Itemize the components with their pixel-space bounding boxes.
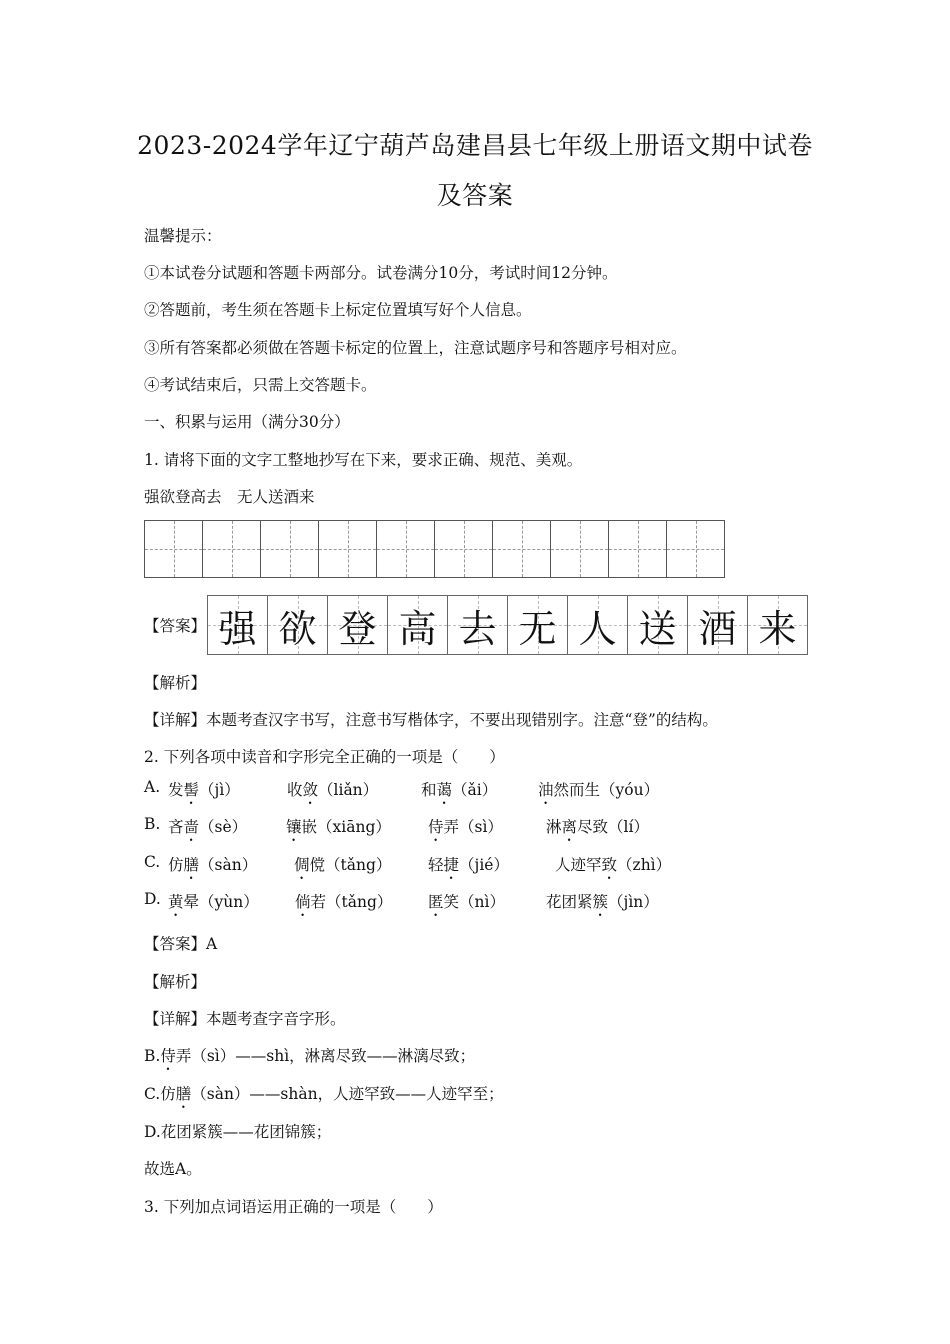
writing-cell [609,520,667,578]
answer-cell [508,595,568,655]
answer-cell [328,595,388,655]
q1-detail: 【详解】本题考查汉字书写，注意书写楷体字，不要出现错别字。注意“登”的结构。 [144,711,718,729]
answer-char: 酒 [698,606,737,651]
text-post: 傥（tǎng） [309,856,392,874]
text-dot: 油 [538,781,554,799]
option-item [168,890,259,920]
text-dot: 侍 [428,818,444,836]
answer-cell [208,595,268,655]
writing-grid [144,520,725,578]
q1-analysis-label: 【解析】 [144,674,207,692]
answer-char: 高 [398,606,437,651]
option-item [168,815,247,845]
text-dot: 膳 [175,1085,192,1103]
analysis-note [144,1121,331,1143]
text-dot: 膳 [183,856,200,874]
text-post: 嵌（xiāng） [301,818,391,836]
q1-stem: 1. 请将下面的文字工整地抄写在下来，要求正确、规范、美观。 [144,451,583,469]
text-pre: 淋 [546,818,562,836]
q1-text: 强欲登高去 无人送酒来 [144,488,315,506]
option-label: C. [144,853,161,871]
q2-analysis-label: 【解析】 [144,973,207,991]
text-post: （sàn）——shàn，人迹罕致——人迹罕至； [191,1085,504,1103]
option-item [428,853,509,883]
text-pre: C.仿 [144,1085,176,1103]
option-item [295,890,392,920]
answer-cell [748,595,808,655]
section-heading: 一、积累与运用（满分30分） [144,413,350,431]
option-item [287,778,378,808]
answer-grid [207,595,808,655]
text-dot: 离 [561,818,578,836]
tip-item-2: ②答题前，考生须在答题卡上标定位置填写好个人信息。 [144,301,532,319]
text-pre: 轻 [428,856,444,874]
text-dot: 簇 [592,893,609,911]
text-pre: 发 [168,781,184,799]
text-pre: 花团紧 [546,893,593,911]
text-dot: 侍 [160,1047,176,1065]
option-item [421,778,497,808]
option-item [428,890,505,920]
text-pre: 收 [287,781,303,799]
answer-cell [688,595,748,655]
tip-item-3: ③所有答案都必须做在答题卡标定的位置上，注意试题序号和答题序号相对应。 [144,339,687,357]
text-dot: 黄 [168,893,184,911]
tip-item-1: ①本试卷分试题和答题卡两部分。试卷满分10分，考试时间12分钟。 [144,264,618,282]
writing-cell [203,520,261,578]
analysis-note [144,1083,504,1112]
text-post: （zhì） [617,856,672,874]
option-item [294,853,391,883]
text-post: D.花团紧簇——花团锦簇； [144,1123,332,1141]
text-dot: 倘 [295,893,311,911]
answer-cell [568,595,628,655]
text-dot: 匿 [428,893,444,911]
writing-cell [319,520,377,578]
option-item [428,815,503,845]
option-label: D. [144,890,161,908]
analysis-note [144,1045,475,1074]
answer-cell [388,595,448,655]
text-post: （jìn） [608,893,659,911]
answer-char: 送 [638,606,677,651]
q2-answer: 【答案】A [144,935,218,953]
text-dot: 髻 [183,781,200,799]
text-dot: 倜 [294,856,310,874]
text-pre: 吝 [168,818,184,836]
option-item [546,890,659,920]
answer-char: 无 [518,606,557,651]
text-dot: 捷 [443,856,460,874]
writing-cell [551,520,609,578]
answer-char: 来 [758,606,797,651]
writing-cell [261,520,319,578]
text-dot: 致 [601,856,618,874]
text-post: 弄（sì） [443,818,503,836]
text-post: 若（tǎng） [310,893,393,911]
writing-cell [435,520,493,578]
page-title-line2: 及答案 [436,181,514,210]
text-post: 笑（nì） [443,893,505,911]
text-post: 然而生（yóu） [553,781,660,799]
option-item [555,853,671,883]
writing-cell [377,520,435,578]
answer-cell [628,595,688,655]
answer-char: 欲 [278,606,317,651]
text-pre: 仿 [168,856,184,874]
option-item [538,778,659,808]
writing-cell [493,520,551,578]
text-post: （liǎn） [318,781,379,799]
text-dot: 啬 [183,818,200,836]
writing-cell [145,520,203,578]
answer-char: 人 [578,606,617,651]
q3-stem: 3. 下列加点词语运用正确的一项是（ ） [144,1198,443,1216]
text-dot: 镶 [286,818,302,836]
tip-item-4: ④考试结束后，只需上交答题卡。 [144,376,377,394]
text-pre: B. [144,1047,161,1065]
option-item [286,815,391,845]
text-post: （jié） [459,856,509,874]
page-title-line1: 2023-2024学年辽宁葫芦岛建昌县七年级上册语文期中试卷 [137,131,813,160]
text-post: （ǎi） [452,781,498,799]
text-post: （sàn） [199,856,258,874]
q2-stem: 2. 下列各项中读音和字形完全正确的一项是（ ） [144,748,505,766]
text-post: 尽致（lí） [577,818,649,836]
answer-char: 去 [458,606,497,651]
q2-conclusion: 故选A。 [144,1160,202,1178]
text-post: 晕（yùn） [183,893,259,911]
option-label: B. [144,815,161,833]
answer-cell [448,595,508,655]
text-dot: 敛 [302,781,319,799]
text-pre: 人迹罕 [555,856,602,874]
writing-cell [667,520,725,578]
text-post: （sè） [199,818,248,836]
tips-heading: 温馨提示： [144,227,222,245]
option-item [168,853,257,883]
option-item [168,778,240,808]
text-dot: 蔼 [436,781,453,799]
text-post: 弄（sì）——shì，淋离尽致——淋漓尽致； [175,1047,476,1065]
q2-detail: 【详解】本题考查字音字形。 [144,1010,346,1028]
answer-char: 登 [338,606,377,651]
answer-cell [268,595,328,655]
text-pre: 和 [421,781,437,799]
option-item [546,815,649,845]
option-label: A. [144,778,161,796]
answer-char: 强 [218,606,257,651]
text-post: （jì） [199,781,240,799]
answer-label: 【答案】 [144,617,207,635]
